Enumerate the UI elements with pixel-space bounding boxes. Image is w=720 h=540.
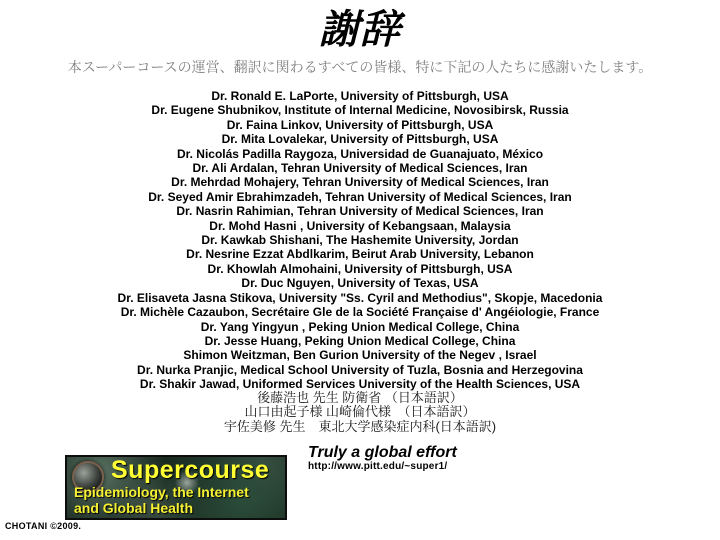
slide-title: 謝辞 [319,8,401,52]
supercourse-logo [65,455,287,520]
acknowledgement-line: Dr. Mita Lovalekar, University of Pittsburgh, USA [221,132,499,147]
acknowledgement-line: Dr. Nesrine Ezzat Abdlkarim, Beirut Arab University, Lebanon [186,247,534,262]
logo-title: Supercourse [111,456,270,484]
acknowledgement-line: 山口由起子様 山崎倫代様 （日本語訳） [244,404,476,420]
acknowledgement-line: Dr. Shakir Jawad, Uniformed Services University of the Health Sciences, USA [139,377,581,392]
acknowledgement-line: Dr. Nicolás Padilla Raygoza, Universidad de Guanajuato, México [176,146,544,161]
acknowledgement-line: 宇佐美修 先生 東北大学感染症内科(日本語訳) [223,418,497,434]
supercourse-url: http://www.pitt.edu/~super1/ [308,461,448,472]
acknowledgement-line: Dr. Ronald E. LaPorte, University of Pittsburgh, USA [211,89,509,103]
tagline-text: Truly a global effort [308,444,457,461]
acknowledgement-line: Dr. Yang Yingyun , Peking Union Medical College, China [200,319,520,334]
acknowledgement-line: Dr. Khowlah Almohaini, University of Pittsburgh, USA [207,261,513,276]
acknowledgement-line: Dr. Nasrin Rahimian, Tehran University of Medical Sciences, Iran [176,204,544,219]
acknowledgement-line: 後藤浩也 先生 防衛省 （日本語訳） [257,390,463,405]
acknowledgement-line: Dr. Faina Linkov, University of Pittsburgh, USA [226,117,494,132]
acknowledgement-line: Dr. Seyed Amir Ebrahimzadeh, Tehran University of Medical Sciences, Iran [148,189,572,204]
acknowledgement-line: Dr. Kawkab Shishani, The Hashemite University, Jordan [201,233,519,248]
footer-tagline-block [308,444,457,473]
acknowledgement-list-japanese [0,391,720,434]
slide-subtitle: 本スーパーコースの運営、翻訳に関わるすべての皆様、特に下記の人たちに感謝いたします。 [67,59,653,75]
logo-subtitle-line1: Epidemiology, the Internet [74,484,249,500]
acknowledgement-line: Dr. Ali Ardalan, Tehran University of Medical Sciences, Iran [192,161,528,176]
acknowledgement-line: Dr. Duc Nguyen, University of Texas, USA [241,276,479,291]
author-credit: CHOTANI ©2009. [5,521,82,531]
acknowledgement-line: Dr. Nurka Pranjic, Medical School University of Tuzla, Bosnia and Herzegovina [137,362,583,377]
acknowledgement-line: Dr. Mehrdad Mohajery, Tehran University of Medical Sciences, Iran [171,175,549,190]
acknowledgement-line: Dr. Elisaveta Jasna Stikova, University "Ss. Cyril and Methodius", Skopje, Macedonia [117,290,603,305]
logo-subtitle-line2: and Global Health [74,500,194,516]
acknowledgement-line: Dr. Jesse Huang, Peking Union Medical College, China [204,333,516,348]
acknowledgement-list-english [0,89,720,392]
acknowledgement-line: Dr. Michèle Cazaubon, Secrétaire Gle de la Société Française d' Angéiologie, France [120,305,600,320]
acknowledgement-line: Shimon Weitzman, Ben Gurion University of the Negev , Israel [183,348,537,363]
acknowledgement-line: Dr. Eugene Shubnikov, Institute of Internal Medicine, Novosibirsk, Russia [151,103,569,118]
acknowledgement-line: Dr. Mohd Hasni , University of Kebangsaan, Malaysia [209,218,511,233]
